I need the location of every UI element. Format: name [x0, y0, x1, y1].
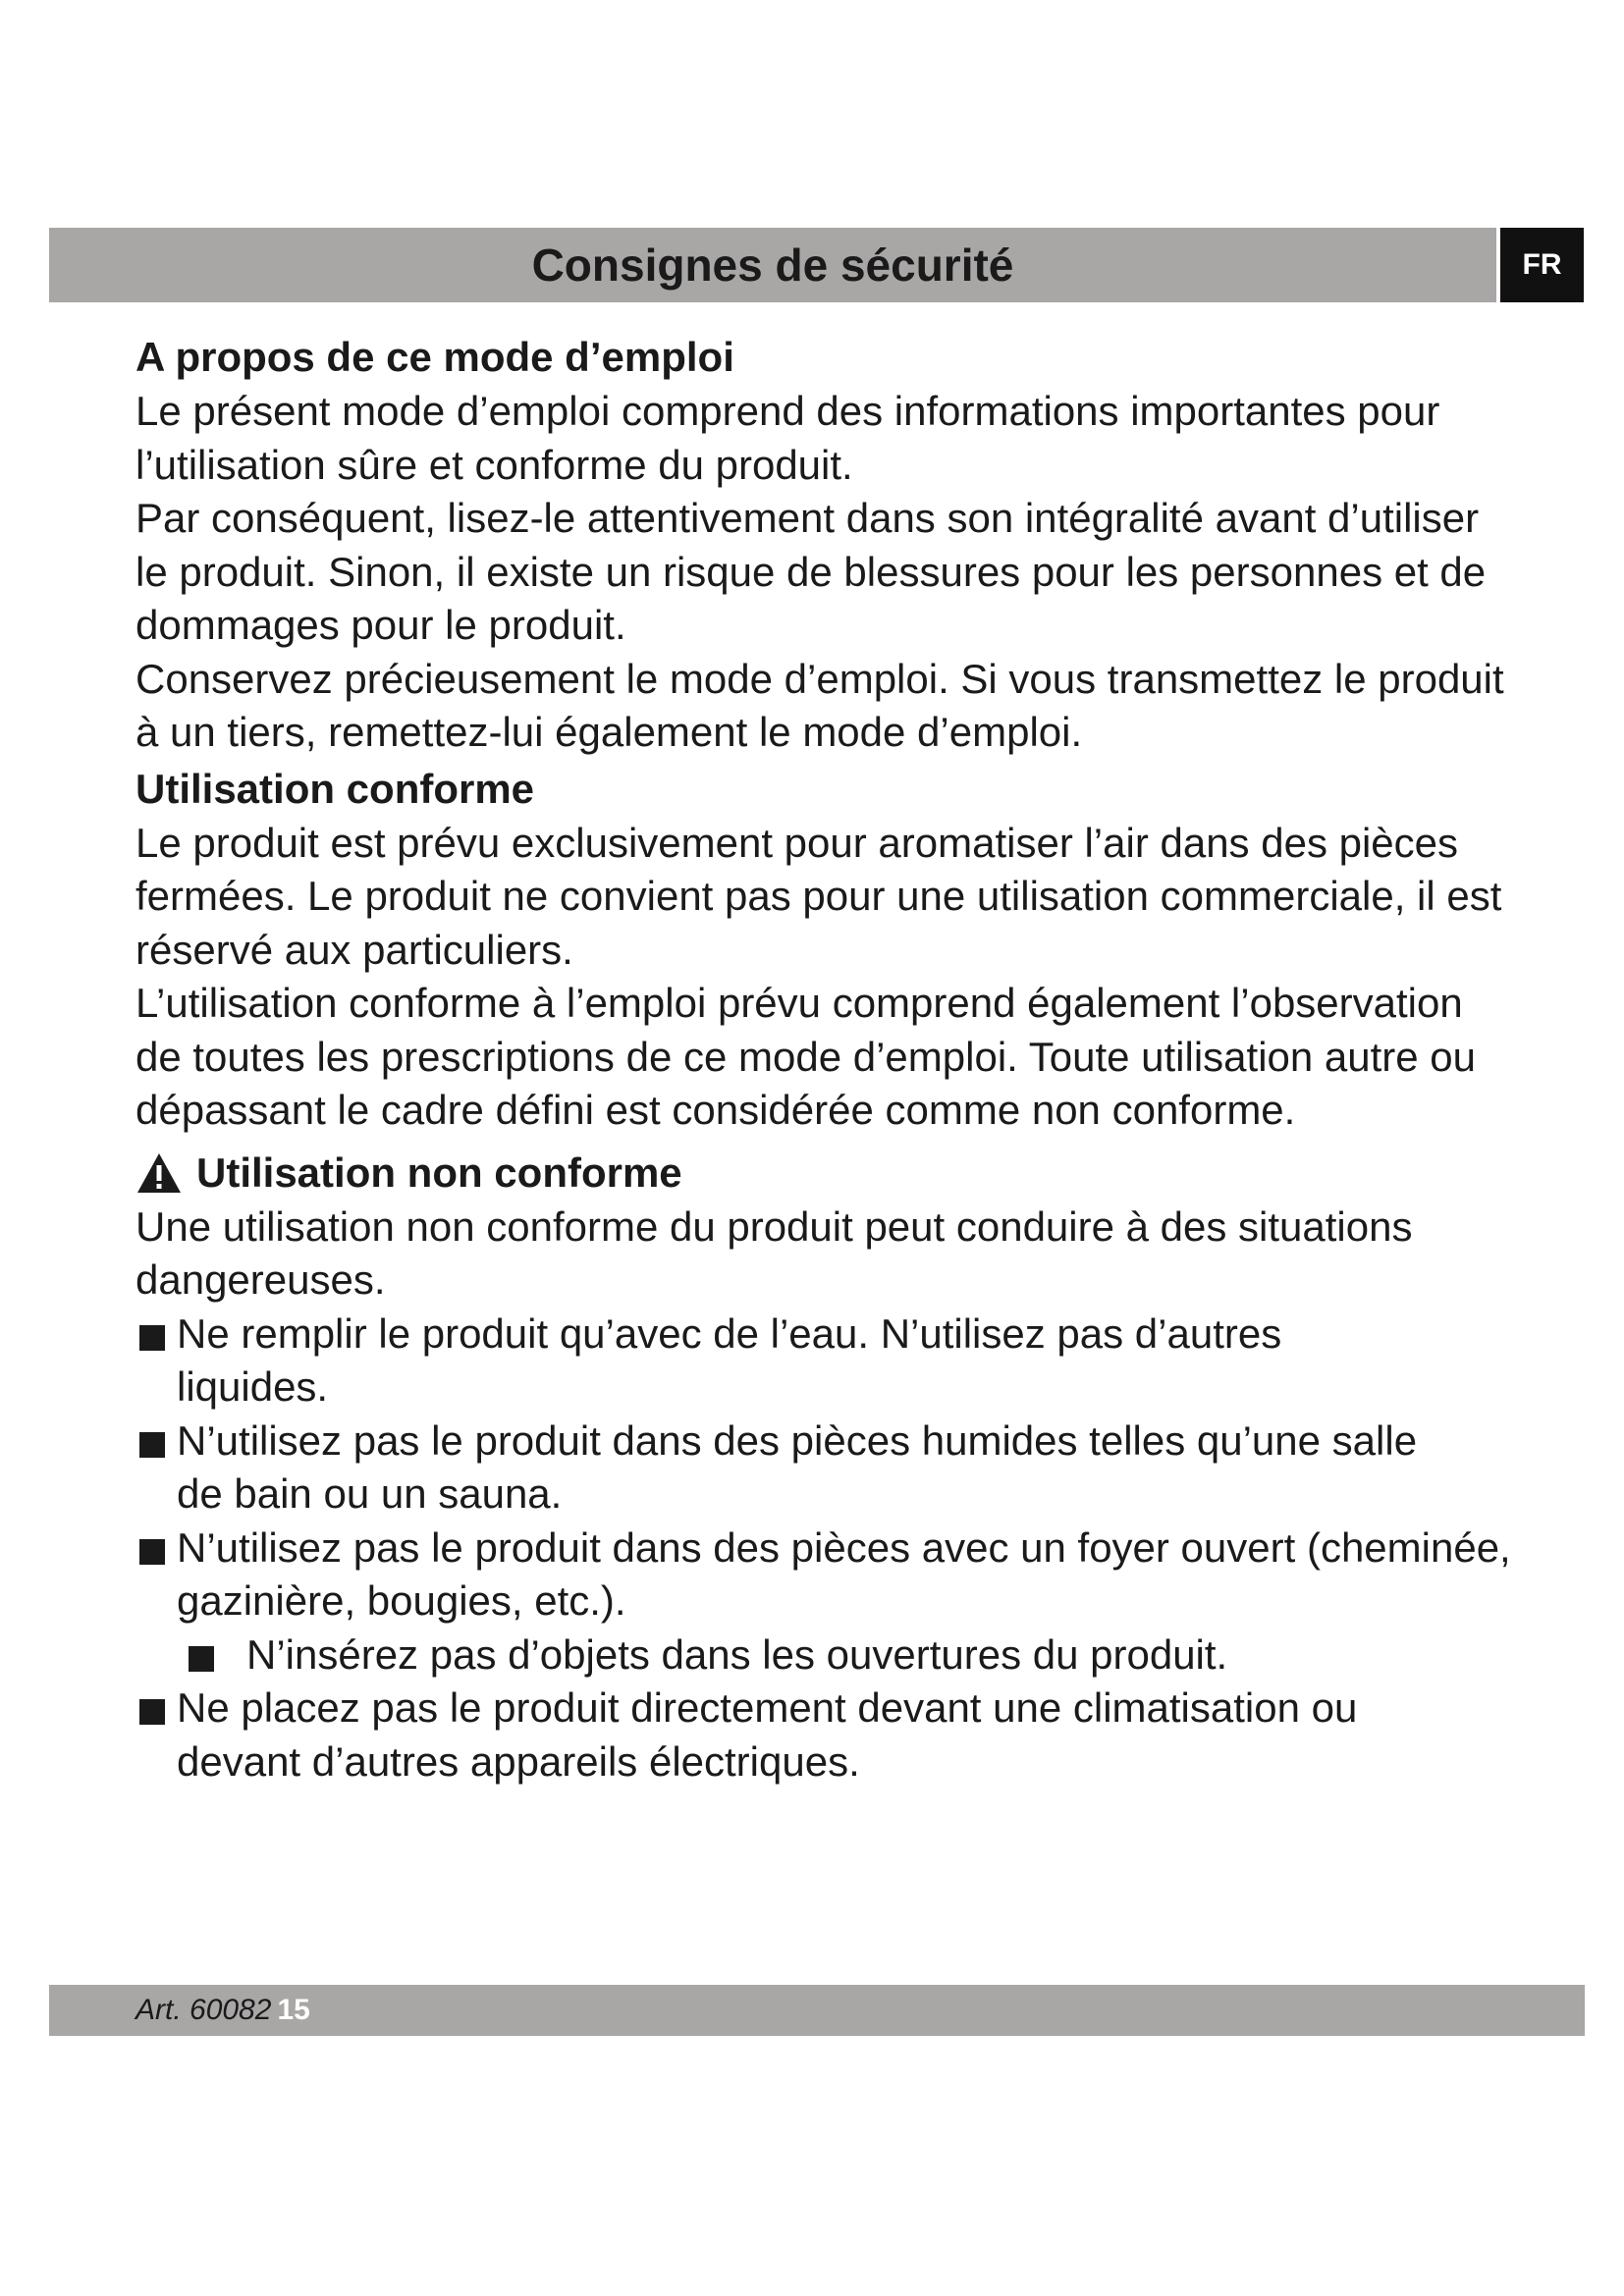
list-item-text: N’insérez pas d’objets dans les ouvertures du produit. — [246, 1630, 1228, 1678]
square-bullet-icon — [139, 1432, 165, 1458]
article-label: Art. 60082 — [135, 1994, 272, 2026]
misuse-bullet-list — [135, 1308, 1510, 1789]
list-item-text: Ne remplir le produit qu’avec de l’eau. N’utilisez pas d’autres liquides. — [177, 1309, 1282, 1410]
list-item — [135, 1308, 1414, 1415]
paragraph: Le produit est prévu exclusivement pour aromatiser l’air dans des pièces fermées. Le produit ne convient pas pour une utilisation commerciale, il est réservé aux particuliers. — [135, 819, 1502, 973]
paragraph: L’utilisation conforme à l’emploi prévu comprend également l’observation de toutes les prescriptions de ce mode d’emploi. Toute utilisation autre ou dépassant le cadre défini est considérée comme non conforme. — [135, 980, 1477, 1133]
header-bar — [49, 228, 1496, 302]
list-item-text: N’utilisez pas le produit dans des pièces humides telles qu’une salle de bain ou un sauna. — [177, 1416, 1418, 1517]
square-bullet-icon — [189, 1646, 214, 1672]
section-heading-misuse — [135, 1146, 1510, 1201]
list-item — [135, 1629, 1513, 1682]
main-content — [135, 330, 1510, 1789]
list-item-text: N’utilisez pas le produit dans des pièces avec un foyer ouvert (cheminée, gazinière, bougies, etc.). — [177, 1523, 1511, 1624]
paragraph: Par conséquent, lisez-le attentivement dans son intégralité avant d’utiliser le produit. Sinon, il existe un risque de blessures pour les personnes et de dommages pour le produit. — [135, 495, 1487, 648]
list-item — [135, 1415, 1453, 1522]
square-bullet-icon — [139, 1325, 165, 1351]
footer-bar — [49, 1985, 1585, 2036]
paragraph: Une utilisation non conforme du produit peut conduire à des situations dangereuses. — [135, 1202, 1413, 1303]
page-title: Consignes de sécurité — [531, 240, 1014, 291]
section-heading-about: A propos de ce mode d’emploi — [135, 334, 734, 380]
article-number — [135, 1985, 310, 2036]
language-badge: FR — [1500, 228, 1584, 302]
paragraph: Le présent mode d’emploi comprend des informations importantes pour l’utilisation sûre et conforme du produit. — [135, 388, 1440, 488]
list-item — [135, 1522, 1551, 1629]
paragraph: Conservez précieusement le mode d’emploi. Si vous transmettez le produit à un tiers, remettez-lui également le mode d’emploi. — [135, 655, 1504, 755]
section-heading-misuse-label: Utilisation non conforme — [196, 1148, 682, 1196]
page-number: 15 — [277, 1994, 310, 2026]
list-item-text: Ne placez pas le produit directement devant une climatisation ou devant d’autres appareils électriques. — [177, 1684, 1358, 1785]
list-item — [135, 1682, 1492, 1789]
section-heading-intended-use: Utilisation conforme — [135, 765, 535, 812]
warning-triangle-icon — [135, 1151, 183, 1195]
square-bullet-icon — [139, 1539, 165, 1565]
square-bullet-icon — [139, 1699, 165, 1725]
